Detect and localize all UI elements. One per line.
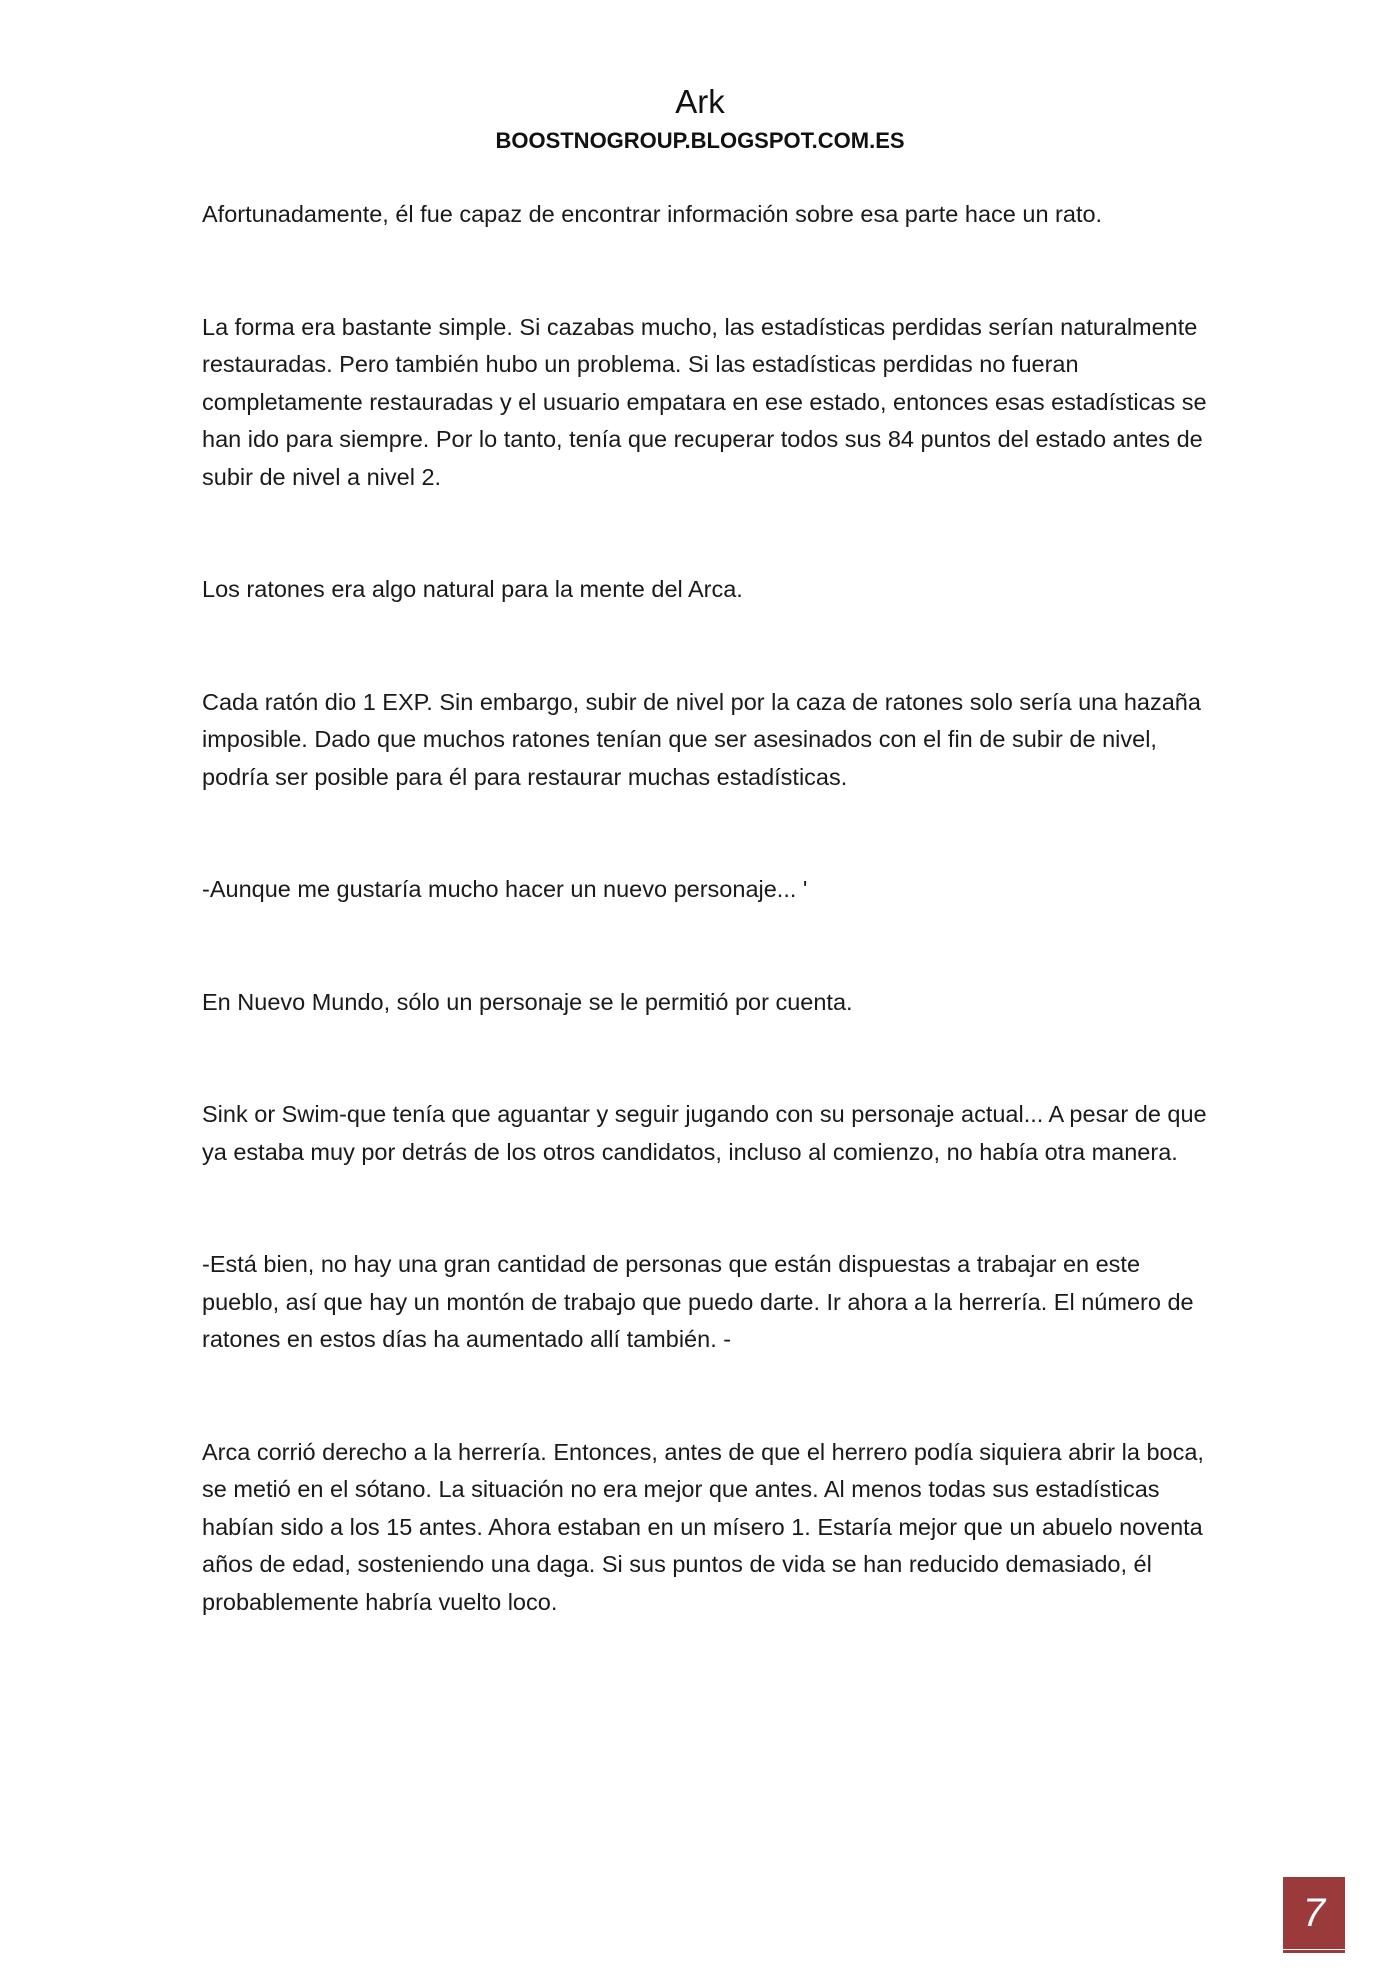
paragraph: Sink or Swim-que tenía que aguantar y seguir jugando con su personaje actual... A pesar de que ya estaba muy por detrás de los otros candidatos, incluso al comienzo, no había otra manera. [202,1101,1207,1165]
page-header [0,82,1400,156]
paragraph: Afortunadamente, él fue capaz de encontrar información sobre esa parte hace un rato. [202,201,1103,227]
document-title: Ark [675,83,725,120]
paragraph: Los ratones era algo natural para la mente del Arca. [202,576,743,602]
paragraph: -Está bien, no hay una gran cantidad de personas que están dispuestas a trabajar en este pueblo, así que hay un montón de trabajo que puedo darte. Ir ahora a la herrería. El número de ratones en estos días ha aumentado allí también. - [202,1251,1194,1352]
document-source: BOOSTNOGROUP.BLOGSPOT.COM.ES [495,128,905,153]
paragraph: La forma era bastante simple. Si cazabas mucho, las estadísticas perdidas serían naturalmente restauradas. Pero también hubo un problema. Si las estadísticas perdidas no fueran completamente restauradas y el usuario empatara en ese estado, entonces esas estadísticas se han ido para siempre. Por lo tanto, tenía que recuperar todos sus 84 puntos del estado antes de subir de nivel a nivel 2. [202,313,1207,490]
document-body [202,196,1212,1696]
paragraph: -Aunque me gustaría mucho hacer un nuevo personaje... ' [202,876,808,902]
page-number-underline [1283,1950,1345,1953]
paragraph: Cada ratón dio 1 EXP. Sin embargo, subir de nivel por la caza de ratones solo sería una hazaña imposible. Dado que muchos ratones tenían que ser asesinados con el fin de subir de nivel, podría ser posible para él para restaurar muchas estadísticas. [202,688,1201,790]
paragraph: En Nuevo Mundo, sólo un personaje se le permitió por cuenta. [202,988,853,1015]
page-number: 7 [1283,1877,1345,1949]
paragraph: Arca corrió derecho a la herrería. Entonces, antes de que el herrero podía siquiera abrir la boca, se metió en el sótano. La situación no era mejor que antes. Al menos todas sus estadísticas habían sido a los 15 antes. Ahora estaban en un mísero 1. Estaría mejor que un abuelo noventa años de edad, sosteniendo una daga. Si sus puntos de vida se han reducido demasiado, él probablemente habría vuelto loco. [202,1438,1204,1615]
